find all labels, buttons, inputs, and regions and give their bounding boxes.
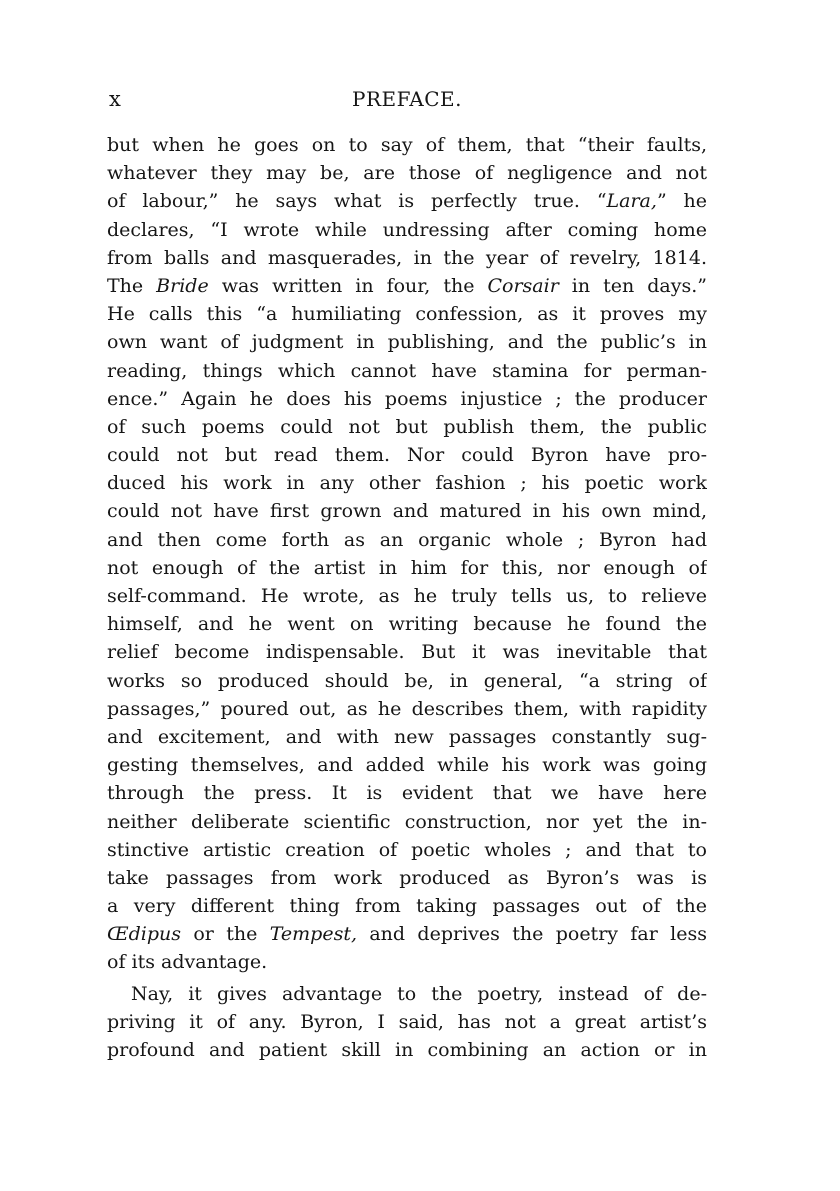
text-run: a very different thing from taking passages out of the: [107, 895, 707, 918]
text-line: [107, 864, 707, 892]
text-run: and deprives the poetry far less: [357, 923, 707, 946]
body-text: [107, 131, 707, 1064]
text-line: [107, 920, 707, 948]
text-run: stinctive artistic creation of poetic wholes ; and that to: [107, 838, 707, 861]
text-run: but when he goes on to say of them, that “their faults,: [107, 134, 707, 156]
text-line: [107, 980, 707, 1008]
text-line: [107, 723, 707, 751]
text-line: [107, 328, 707, 356]
text-run: from balls and masquerades, in the year of revelry, 1814.: [107, 246, 707, 269]
text-line: [107, 751, 707, 779]
text-run: himself, and he went on writing because he found the: [107, 613, 707, 636]
text-line: [107, 216, 707, 244]
text-line: [107, 131, 707, 159]
running-head: PREFACE.: [352, 87, 462, 111]
text-run: works so produced should be, in general, “a string of: [107, 669, 707, 692]
text-run: duced his work in any other fashion ; his poetic work: [107, 472, 707, 495]
italic-text: Bride: [156, 274, 209, 297]
text-run: whatever they may be, are those of negligence and not: [107, 162, 707, 185]
text-line: [107, 272, 707, 300]
text-run: take passages from work produced as Byron’s was is: [107, 866, 707, 889]
text-line: [107, 808, 707, 836]
text-run: relief become indispensable. But it was inevitable that: [107, 641, 707, 664]
text-line: [107, 638, 707, 666]
text-line: [107, 836, 707, 864]
text-line: [107, 413, 707, 441]
text-run: and then come forth as an organic whole ; Byron had: [107, 528, 707, 551]
text-run: passages,” poured out, as he describes them, with rapidity: [107, 697, 707, 720]
text-run: in ten days.”: [558, 274, 707, 297]
text-run: was written in four, the: [208, 274, 488, 297]
italic-text: Lara,: [606, 190, 657, 213]
text-line: [107, 300, 707, 328]
text-run: not enough of the artist in him for this, nor enough of: [107, 556, 707, 579]
text-run: He calls this “a humiliating confession, as it proves my: [107, 303, 707, 326]
text-line: [107, 469, 707, 497]
text-run: ence.” Again he does his poems injustice ; the producer: [107, 387, 707, 410]
text-run: neither deliberate scientific construction, nor yet the in-: [107, 810, 707, 833]
text-run: could not have first grown and matured in his own mind,: [107, 500, 707, 523]
text-run: and excitement, and with new passages constantly sug-: [107, 725, 707, 748]
italic-text: Tempest,: [269, 923, 357, 946]
text-run: could not but read them. Nor could Byron have pro-: [107, 444, 707, 467]
text-line: [107, 1008, 707, 1036]
text-run: ” he: [656, 190, 707, 213]
text-line: [107, 610, 707, 638]
text-line: [107, 244, 707, 272]
paragraph: [107, 131, 707, 977]
italic-text: Corsair: [487, 274, 559, 297]
italic-text: Œdipus: [107, 923, 181, 946]
text-line: [107, 357, 707, 385]
text-line: [107, 497, 707, 525]
text-line: [107, 385, 707, 413]
text-run: or the: [181, 923, 270, 946]
paragraph: [107, 980, 707, 1065]
text-line: [107, 159, 707, 187]
text-run: through the press. It is evident that we have here: [107, 782, 707, 805]
text-run: The: [107, 274, 157, 297]
text-run: Nay, it gives advantage to the poetry, instead of de-: [131, 982, 707, 1005]
text-line: [107, 554, 707, 582]
text-run: own want of judgment in publishing, and the public’s in: [107, 331, 707, 354]
text-line: [107, 948, 707, 976]
text-run: gesting themselves, and added while his work was going: [107, 754, 707, 777]
text-line: [107, 892, 707, 920]
text-line: [107, 441, 707, 469]
text-run: priving it of any. Byron, I said, has not a great artist’s: [107, 1010, 707, 1033]
text-line: [107, 695, 707, 723]
text-run: of its advantage.: [107, 951, 268, 974]
text-line: [107, 667, 707, 695]
text-run: declares, “I wrote while undressing after coming home: [107, 218, 707, 241]
text-line: [107, 779, 707, 807]
text-line: [107, 187, 707, 215]
text-run: of labour,” he says what is perfectly true. “: [107, 190, 607, 213]
text-run: profound and patient skill in combining an action or in: [107, 1039, 707, 1061]
page-number: x: [109, 87, 121, 111]
text-run: of such poems could not but publish them, the public: [107, 415, 707, 438]
text-run: reading, things which cannot have stamina for perman-: [107, 359, 707, 382]
text-line: [107, 1036, 707, 1064]
text-line: [107, 526, 707, 554]
page-header: [107, 87, 707, 115]
text-line: [107, 582, 707, 610]
text-run: self-command. He wrote, as he truly tells us, to relieve: [107, 585, 707, 607]
